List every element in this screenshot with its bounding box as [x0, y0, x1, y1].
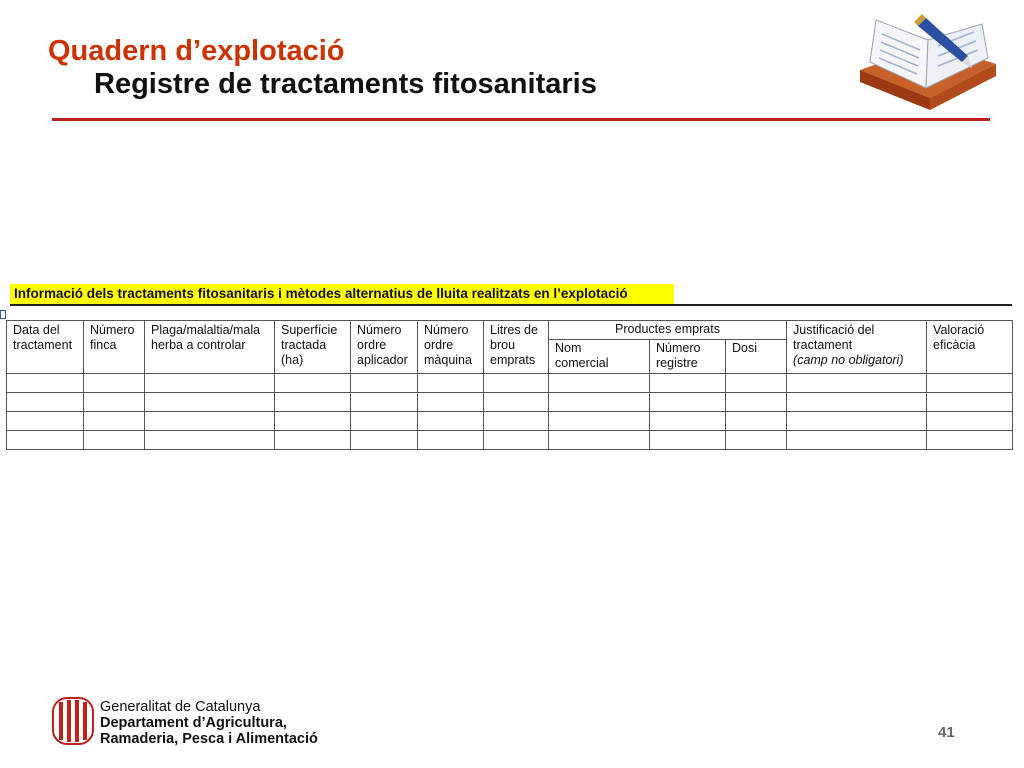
table-cell [7, 412, 84, 431]
header-justificacio: Justificació del tractament (camp no obligatori) [787, 321, 927, 374]
header-litres: Litres de brou emprats [484, 321, 549, 374]
table-cell [145, 431, 275, 450]
table-cell [7, 393, 84, 412]
table-cell [726, 393, 787, 412]
header-productes-group: Productes emprats [549, 321, 787, 340]
justificacio-note: (camp no obligatori) [793, 353, 904, 367]
footer-institution [100, 699, 318, 747]
table-cell [726, 412, 787, 431]
table-cell [650, 412, 726, 431]
table-cell [84, 393, 145, 412]
table-cell [927, 393, 1013, 412]
treatment-register-table [6, 320, 1013, 450]
table-cell [84, 431, 145, 450]
slide-subtitle: Registre de tractaments fitosanitaris [94, 68, 597, 100]
header-data: Data del tractament [7, 321, 84, 374]
table-cell [787, 393, 927, 412]
table-cell [927, 431, 1013, 450]
header-ordre-maquina: Número ordre màquina [418, 321, 484, 374]
table-cell [787, 374, 927, 393]
table-cell [418, 431, 484, 450]
table-cell [787, 412, 927, 431]
table-cell [84, 374, 145, 393]
table-cell [726, 374, 787, 393]
header-plaga: Plaga/malaltia/mala herba a controlar [145, 321, 275, 374]
header-valoracio: Valoració eficàcia [927, 321, 1013, 374]
footer-line-generalitat: Generalitat de Catalunya [100, 699, 261, 715]
table-cell [351, 412, 418, 431]
header-numero-registre: Número registre [650, 340, 726, 374]
table-row [7, 393, 1013, 412]
table-cell [726, 431, 787, 450]
table-cell [275, 374, 351, 393]
table-cell [549, 393, 650, 412]
table-cell [484, 412, 549, 431]
table-cell [549, 412, 650, 431]
table-row [7, 431, 1013, 450]
table-cell [650, 374, 726, 393]
table-cell [650, 393, 726, 412]
table-cell [484, 374, 549, 393]
table-row [7, 374, 1013, 393]
table-cell [7, 374, 84, 393]
open-book-with-pen-icon [856, 12, 1002, 130]
table-cell [927, 374, 1013, 393]
table-cell [145, 374, 275, 393]
form-banner: Informació dels tractaments fitosanitaris i mètodes alternatius de lluita realitzats en l’explotació [10, 284, 674, 304]
table-cell [84, 412, 145, 431]
header-superficie: Superfície tractada (ha) [275, 321, 351, 374]
header-ordre-aplicador: Número ordre aplicador [351, 321, 418, 374]
table-cell [418, 412, 484, 431]
table-cell [418, 393, 484, 412]
header-nom-comercial: Nom comercial [549, 340, 650, 374]
title-underline [52, 118, 990, 121]
table-cell [351, 374, 418, 393]
header-numero-finca: Número finca [84, 321, 145, 374]
table-cell [275, 412, 351, 431]
header-row [7, 321, 1013, 340]
table-row [7, 412, 1013, 431]
table-anchor-marker [0, 310, 6, 319]
table-cell [418, 374, 484, 393]
header-dosi: Dosi [726, 340, 787, 374]
slide-title: Quadern d’explotació [48, 35, 345, 67]
table-cell [275, 393, 351, 412]
table-cell [145, 393, 275, 412]
table-cell [7, 431, 84, 450]
page-number: 41 [938, 724, 955, 741]
footer-line-department: Departament d’Agricultura, [100, 715, 287, 731]
table-cell [549, 431, 650, 450]
table-cell [351, 393, 418, 412]
generalitat-logo-icon [52, 697, 94, 745]
table-cell [927, 412, 1013, 431]
table-cell [275, 431, 351, 450]
table-cell [484, 431, 549, 450]
table-cell [549, 374, 650, 393]
table-cell [650, 431, 726, 450]
table-cell [787, 431, 927, 450]
footer-line-department-cont: Ramaderia, Pesca i Alimentació [100, 731, 318, 747]
table-cell [484, 393, 549, 412]
form-rule [10, 304, 1012, 306]
table-cell [351, 431, 418, 450]
table-cell [145, 412, 275, 431]
